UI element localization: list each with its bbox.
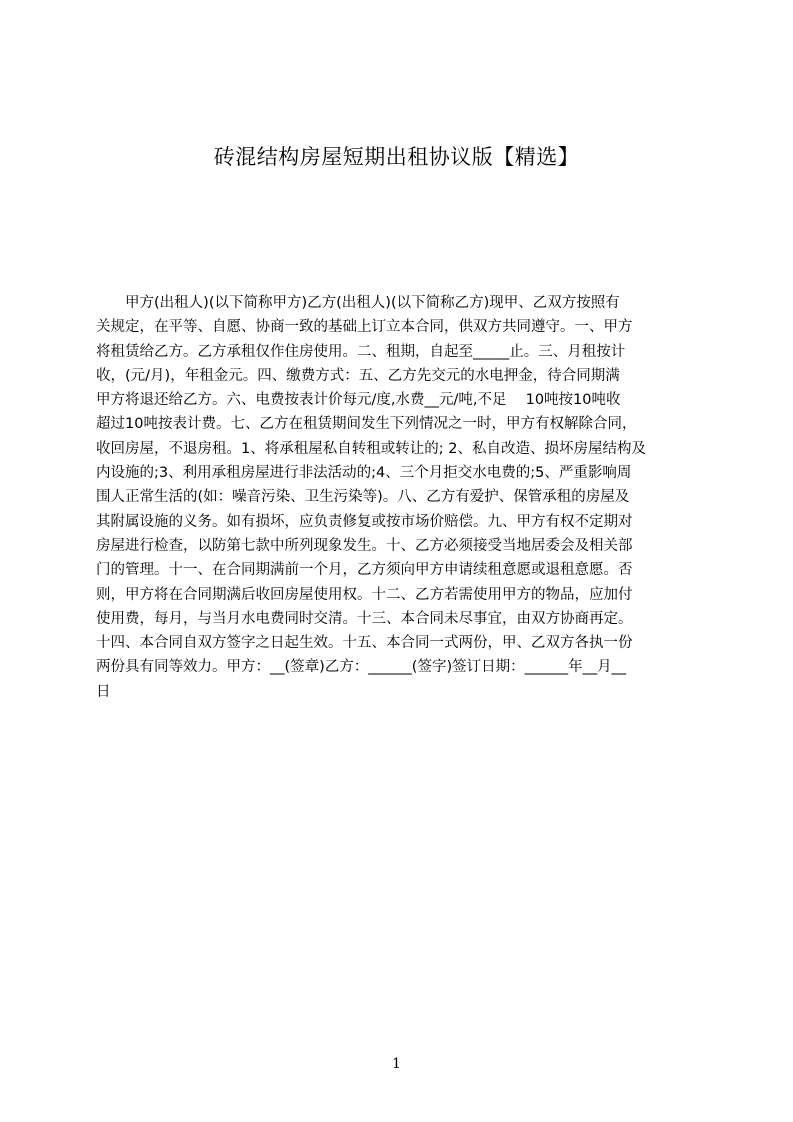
body-line-17: 日 — [96, 683, 111, 700]
body-line-16: 两份具有同等效力。甲方：__(签章)乙方：______(签字)签订日期：______年__月__ — [96, 659, 627, 676]
document-title: 砖混结构房屋短期出租协议版【精选】 — [213, 145, 580, 169]
body-line-13: 则，甲方将在合同期满后收回房屋使用权。十二、乙方若需使用甲方的物品，应加付 — [96, 586, 633, 603]
body-line-12: 门的管理。十一、在合同期满前一个月，乙方须向甲方申请续租意愿或退租意愿。否 — [96, 562, 633, 579]
body-line-3: 将租赁给乙方。乙方承租仅作住房使用。二、租期，自起至_____止。三、月租按计 — [96, 343, 626, 360]
body-line-10: 其附属设施的义务。如有损坏，应负责修复或按市场价赔偿。九、甲方有权不定期对 — [96, 513, 633, 530]
agreement-body — [96, 291, 716, 704]
page-number: 1 — [392, 1056, 401, 1072]
body-line-8: 内设施的;3、利用承租房屋进行非法活动的;4、三个月拒交水电费的;5、严重影响周 — [96, 465, 632, 482]
body-line-2: 关规定，在平等、自愿、协商一致的基础上订立本合同，供双方共同遵守。一、甲方 — [96, 319, 633, 336]
body-line-1: 甲方(出租人)(以下简称甲方)乙方(出租人)(以下简称乙方)现甲、乙双方按照有 — [96, 295, 620, 311]
body-line-15: 十四、本合同自双方签字之日起生效。十五、本合同一式两份，甲、乙双方各执一份 — [96, 635, 633, 652]
body-line-11: 房屋进行检查，以防第七款中所列现象发生。十、乙方必须接受当地居委会及相关部 — [96, 537, 633, 554]
body-line-14: 使用费，每月，与当月水电费同时交清。十三、本合同未尽事宜，由双方协商再定。 — [96, 610, 633, 627]
body-line-6: 超过10吨按表计费。七、乙方在租赁期间发生下列情况之一时，甲方有权解除合同， — [96, 416, 637, 433]
body-line-4: 收，(元/月)，年租金元。四、缴费方式：五、乙方先交元的水电押金，待合同期满 — [96, 367, 620, 384]
body-line-5: 甲方将退还给乙方。六、电费按表计价每元/度,水费__元/吨,不足 10吨按10吨收 — [96, 392, 621, 409]
body-line-7: 收回房屋，不退房租。1、将承租屋私自转租或转让的; 2、私自改造、损坏房屋结构及 — [96, 440, 646, 457]
body-line-9: 围人正常生活的(如：噪音污染、卫生污染等)。八、乙方有爱护、保管承租的房屋及 — [96, 489, 630, 506]
